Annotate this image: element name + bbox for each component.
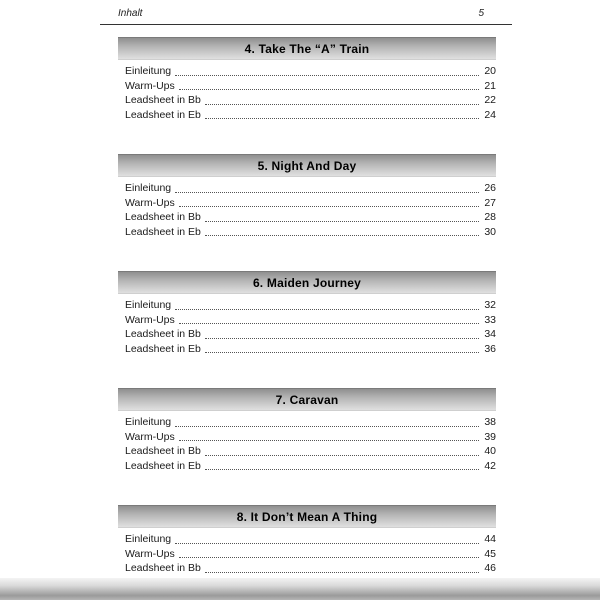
dot-leader	[205, 338, 479, 339]
entry-label: Warm-Ups	[125, 313, 175, 326]
toc-entry	[125, 327, 496, 342]
page-number: 5	[478, 8, 484, 19]
dot-leader	[205, 455, 479, 456]
section-title-bar	[118, 271, 496, 294]
dot-leader	[179, 206, 479, 207]
dot-leader	[205, 118, 479, 119]
entry-label: Leadsheet in Bb	[125, 94, 201, 106]
entry-page: 38	[484, 416, 496, 428]
entry-label: Warm-Ups	[125, 196, 175, 209]
toc-entry	[125, 210, 496, 225]
entry-label: Warm-Ups	[125, 430, 175, 443]
page-bottom-edge	[0, 578, 600, 600]
entry-label: Leadsheet in Bb	[125, 211, 201, 223]
toc-entry	[125, 415, 496, 430]
section-title: 5. Night And Day	[257, 158, 357, 173]
entry-page: 39	[484, 430, 496, 443]
section-title: 6. Maiden Journey	[252, 275, 362, 290]
running-title: Inhalt	[118, 8, 143, 19]
toc-entry	[125, 79, 496, 94]
section-title: 7. Caravan	[275, 392, 339, 407]
entry-page: 32	[484, 299, 496, 311]
section-title-bar	[118, 505, 496, 528]
entry-page: 45	[484, 547, 496, 560]
dot-leader	[179, 89, 479, 90]
toc-entry	[125, 444, 496, 459]
toc-section	[118, 37, 496, 122]
dot-leader	[175, 309, 479, 310]
toc-entry	[125, 313, 496, 328]
entry-page: 42	[484, 459, 496, 472]
page-header	[118, 8, 484, 19]
toc-entry	[125, 547, 496, 562]
toc-entry	[125, 225, 496, 240]
toc-entry	[125, 532, 496, 547]
dot-leader	[175, 192, 479, 193]
entry-page: 44	[484, 533, 496, 545]
entry-label: Leadsheet in Bb	[125, 328, 201, 340]
entry-page: 36	[484, 342, 496, 355]
toc-entry	[125, 93, 496, 108]
section-title-bar	[118, 37, 496, 60]
dot-leader	[175, 75, 479, 76]
section-title: 4. Take The “A” Train	[244, 41, 370, 56]
dot-leader	[205, 104, 479, 105]
entry-page: 28	[484, 211, 496, 223]
header-rule	[100, 24, 512, 25]
toc-entry	[125, 298, 496, 313]
entry-page: 22	[484, 94, 496, 106]
entry-page: 33	[484, 313, 496, 326]
toc-sections	[118, 37, 496, 600]
section-title-bar	[118, 154, 496, 177]
entry-label: Einleitung	[125, 299, 172, 311]
entry-page: 34	[484, 328, 496, 340]
entry-label: Warm-Ups	[125, 79, 175, 92]
toc-entry	[125, 181, 496, 196]
toc-entry	[125, 196, 496, 211]
toc-section	[118, 154, 496, 239]
toc-section	[118, 271, 496, 356]
toc-section	[118, 388, 496, 473]
entry-page: 24	[484, 108, 496, 121]
entry-label: Leadsheet in Bb	[125, 562, 201, 574]
toc-entry	[125, 561, 496, 576]
entry-label: Leadsheet in Eb	[125, 225, 201, 238]
dot-leader	[205, 469, 479, 470]
entry-page: 26	[484, 182, 496, 194]
entry-label: Leadsheet in Bb	[125, 445, 201, 457]
entry-label: Warm-Ups	[125, 547, 175, 560]
entry-page: 30	[484, 225, 496, 238]
dot-leader	[205, 352, 479, 353]
entry-page: 27	[484, 196, 496, 209]
entry-label: Leadsheet in Eb	[125, 342, 201, 355]
entry-label: Einleitung	[125, 65, 172, 77]
entry-page: 40	[484, 445, 496, 457]
dot-leader	[175, 426, 479, 427]
entry-label: Einleitung	[125, 533, 172, 545]
section-entries	[118, 177, 496, 239]
section-title-bar	[118, 388, 496, 411]
section-entries	[118, 60, 496, 122]
section-title: 8. It Don’t Mean A Thing	[236, 509, 378, 524]
dot-leader	[205, 235, 479, 236]
dot-leader	[175, 543, 479, 544]
entry-label: Einleitung	[125, 182, 172, 194]
entry-page: 20	[484, 65, 496, 77]
toc-entry	[125, 459, 496, 474]
dot-leader	[179, 440, 479, 441]
toc-entry	[125, 342, 496, 357]
entry-label: Einleitung	[125, 416, 172, 428]
section-entries	[118, 411, 496, 473]
entry-page: 21	[484, 79, 496, 92]
section-entries	[118, 294, 496, 356]
dot-leader	[179, 323, 479, 324]
entry-label: Leadsheet in Eb	[125, 459, 201, 472]
toc-entry	[125, 430, 496, 445]
dot-leader	[179, 557, 479, 558]
entry-page: 46	[484, 562, 496, 574]
dot-leader	[205, 572, 479, 573]
toc-entry	[125, 64, 496, 79]
dot-leader	[205, 221, 479, 222]
entry-label: Leadsheet in Eb	[125, 108, 201, 121]
toc-entry	[125, 108, 496, 123]
